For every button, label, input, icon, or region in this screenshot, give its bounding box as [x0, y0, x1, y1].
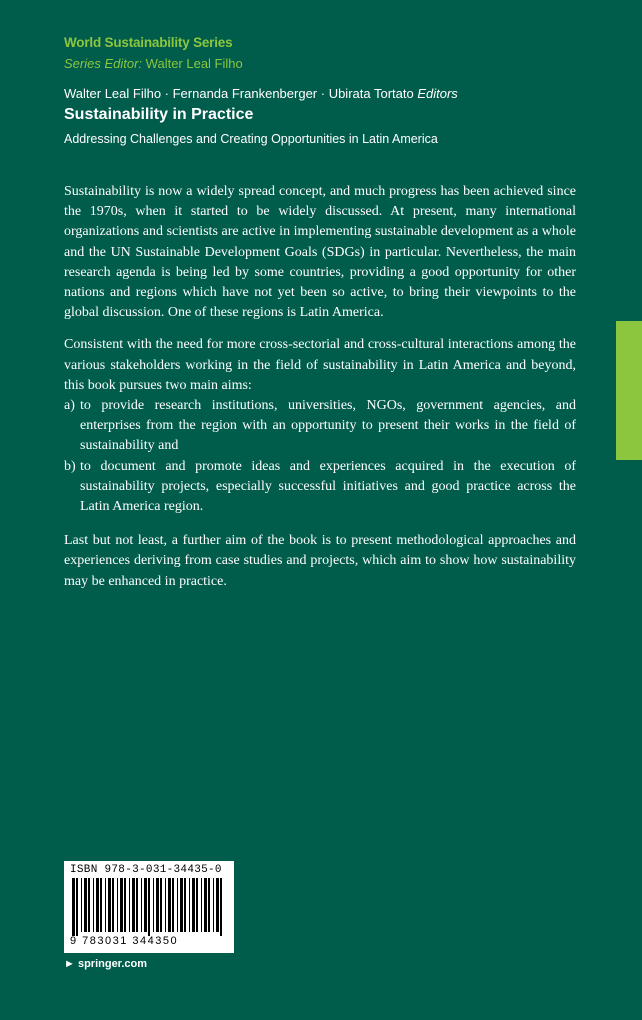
barcode [64, 861, 234, 953]
aim-text: to provide research institutions, universities, NGOs, government agencies, and enterprises from the region with an opportunity to present their works in the field of sustainability and [80, 398, 576, 454]
barcode-bar [189, 878, 190, 932]
editors-role: Editors [417, 86, 458, 101]
book-title: Sustainability in Practice [64, 106, 254, 123]
aim-marker: b) [64, 458, 76, 474]
barcode-bar [177, 878, 178, 932]
barcode-bar [129, 878, 130, 932]
blurb [64, 182, 576, 604]
barcode-bar [88, 878, 90, 932]
barcode-bar [201, 878, 202, 932]
barcode-bar [100, 878, 102, 932]
isbn-text: ISBN 978-3-031-34435-0 [70, 864, 222, 876]
barcode-bar [180, 878, 183, 932]
publisher-link[interactable] [64, 958, 147, 970]
barcode-bar [204, 878, 207, 932]
barcode-bar [141, 878, 142, 932]
barcode-bar [165, 878, 166, 932]
barcode-bar [213, 878, 214, 932]
color-tab [616, 321, 642, 460]
barcode-bar [208, 878, 210, 932]
editors-names: Walter Leal Filho · Fernanda Frankenberger · Ubirata Tortato [64, 86, 414, 101]
barcode-bar [172, 878, 174, 932]
barcode-bar [117, 878, 118, 932]
aim-item [64, 396, 576, 457]
barcode-bar [136, 878, 138, 932]
barcode-bar [84, 878, 87, 932]
barcode-bar [108, 878, 111, 932]
barcode-bar [132, 878, 135, 932]
barcode-bar [192, 878, 195, 932]
aim-item [64, 457, 576, 518]
barcode-bar [105, 878, 106, 932]
series-title: World Sustainability Series [64, 35, 233, 50]
barcode-bar [156, 878, 159, 932]
series-editor-name: Walter Leal Filho [145, 56, 243, 71]
barcode-bar [144, 878, 147, 932]
barcode-bar [160, 878, 162, 932]
barcode-bar [148, 878, 150, 936]
blurb-paragraph-2: Consistent with the need for more cross-sectorial and cross-cultural interactions among the various stakeholders working in the field of sustainability in Latin America and beyond, this book pursues two main aims: [64, 337, 576, 393]
series-editor-label: Series Editor: [64, 56, 143, 71]
barcode-bar [216, 878, 219, 932]
barcode-bar [120, 878, 123, 932]
aim-marker: a) [64, 398, 75, 414]
barcode-bar [96, 878, 99, 932]
barcode-bar [196, 878, 198, 932]
barcode-bar [153, 878, 154, 932]
barcode-bar [81, 878, 82, 932]
series-editor [64, 56, 243, 71]
barcode-bar [76, 878, 78, 936]
barcode-bars [70, 878, 228, 936]
barcode-bar [112, 878, 114, 932]
book-subtitle: Addressing Challenges and Creating Opportunities in Latin America [64, 132, 438, 146]
barcode-bar [168, 878, 171, 932]
barcode-bar [124, 878, 126, 932]
barcode-bar [93, 878, 94, 932]
aims-list [64, 396, 576, 517]
ean-digits: 9 783031 344350 [70, 935, 179, 947]
publisher-url: springer.com [77, 958, 148, 970]
barcode-bar [72, 878, 75, 936]
book-editors [64, 86, 458, 101]
blurb-paragraph-3: Last but not least, a further aim of the book is to present methodological approaches and experiences deriving from case studies and projects, which aim to show how sustainability may be enhanced in practice. [64, 533, 576, 589]
barcode-bar [184, 878, 186, 932]
blurb-paragraph-1: Sustainability is now a widely spread concept, and much progress has been achieved since the 1970s, when it started to be widely discussed. At present, many international organizations and scientists are active in implementing sustainable development as a whole and the UN Sustainable Development Goals (SDGs) in particular. Nevertheless, the main research agenda is being led by some countries, providing a good opportunity for other nations and regions which have not yet been so active, to bring their viewpoints to the global discussion. One of these regions is Latin America. [64, 184, 576, 321]
aim-text: to document and promote ideas and experiences acquired in the execution of sustainability projects, especially successful initiatives and good practice across the Latin America region. [80, 458, 576, 515]
barcode-bar [220, 878, 222, 936]
arrow-icon: ► [64, 958, 75, 970]
